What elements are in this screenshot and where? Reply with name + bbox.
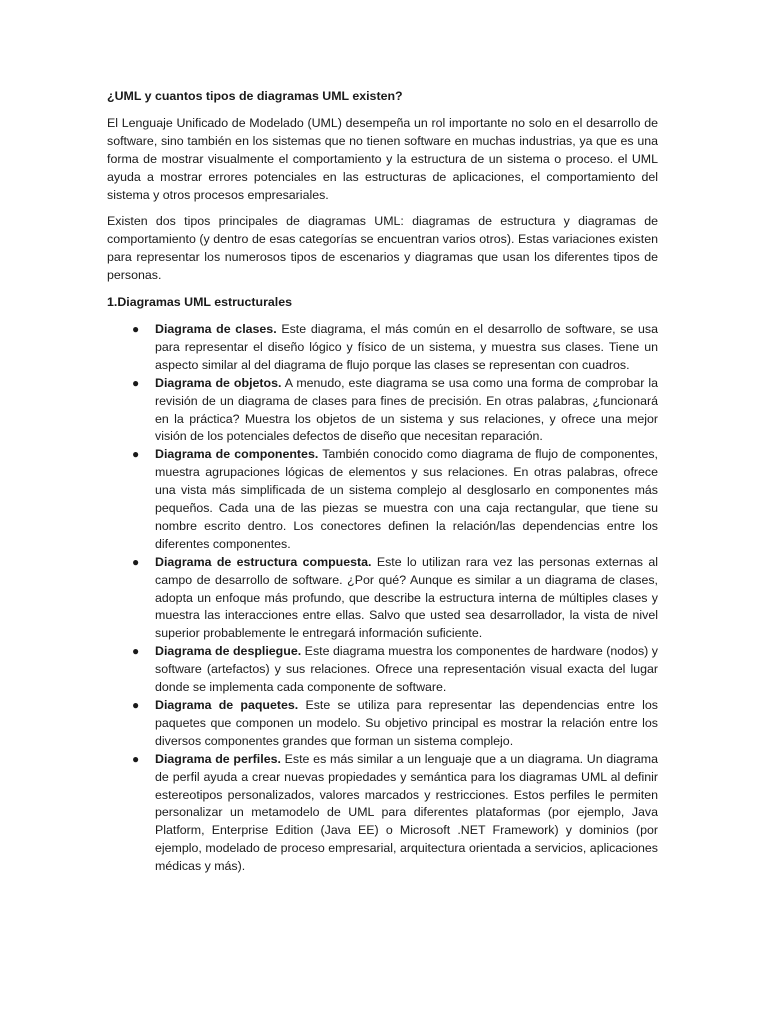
item-text: Este diagrama muestra los componentes de hardware (nodos) y software (artefactos) y sus relaciones. Ofrece una representación visual exacta del lugar donde se implementa cada componente de software. — [155, 644, 658, 695]
bullet-icon: ● — [132, 321, 140, 336]
item-term: Diagrama de paquetes. — [155, 698, 299, 712]
item-text: Este diagrama, el más común en el desarrollo de software, se usa para representar el diseño lógico y físico de un sistema, y muestra sus clases. Tiene un aspecto similar al del diagrama de flujo porque las clases se representan con cuadros. — [155, 321, 658, 372]
item-term: Diagrama de componentes. — [155, 447, 319, 462]
bullet-icon: ● — [132, 375, 140, 390]
item-text: Este es más similar a un lenguaje que a un diagrama. Un diagrama de perfil ayuda a crear nuevas propiedades y semántica para los diagramas UML al definir estereotipos personalizados, valores marcados y restricciones. Estos perfiles le permiten personalizar un metamodelo de UML para diferentes plataformas (por ejemplo, Java Platform, Enterprise Edition (Java EE) o Microsoft .NET Framework) y dominios (por ejemplo, modelado de proceso empresarial, arquitectura orientada a servicios, aplicaciones médicas y más). — [155, 751, 658, 874]
item-text: A menudo, este diagrama se usa como una forma de comprobar la revisión de un diagrama de clases para fines de precisión. En otras palabras, ¿funcionará en la práctica? Muestra los objetos de un sistema y sus relaciones, y ofrece una mejor visión de los potenciales defectos de diseño que necesitan reparación. — [155, 375, 658, 444]
list-item-profile-diagram — [107, 751, 658, 876]
types-paragraph: Existen dos tipos principales de diagramas UML: diagramas de estructura y diagramas de comportamiento (y dentro de esas categorías se encuentran varios otros). Estas variaciones existen para representar los numerosos tipos de escenarios y diagramas que usan los diferentes tipos de personas. — [107, 214, 658, 283]
document-page — [107, 88, 658, 876]
item-term: Diagrama de perfiles. — [155, 751, 281, 766]
intro-paragraph: El Lenguaje Unificado de Modelado (UML) desempeña un rol importante no solo en el desarrollo de software, sino también en los sistemas que no tienen software en muchas industrias, ya que es una forma de mostrar visualmente el comportamiento y la estructura de un sistema o proceso. el UML ayuda a mostrar errores potenciales en las estructuras de aplicaciones, el comportamiento del sistema y otros procesos empresariales. — [107, 115, 658, 202]
item-text: Este se utiliza para representar las dependencias entre los paquetes que componen un modelo. Su objetivo principal es mostrar la relación entre los diversos componentes grandes que forman un sistema complejo. — [155, 698, 658, 748]
document-title: ¿UML y cuantos tipos de diagramas UML existen? — [107, 89, 403, 103]
list-item-composite-structure-diagram — [107, 554, 658, 644]
bullet-icon: ● — [132, 554, 140, 569]
item-term: Diagrama de estructura compuesta. — [155, 554, 372, 569]
item-text: También conocido como diagrama de flujo de componentes, muestra agrupaciones lógicas de elementos y sus relaciones. En otras palabras, ofrece una vista más simplificada de un sistema complejo al desglosarlo en componentes más pequeños. Cada una de las piezas se muestra con una caja rectangular, que tiene su nombre escrito dentro. Los conectores definen la relación/las dependencias entre los diferentes componentes. — [155, 447, 658, 551]
list-item-deployment-diagram — [107, 643, 658, 697]
bullet-icon: ● — [132, 644, 140, 659]
item-term: Diagrama de despliegue. — [155, 644, 302, 659]
bullet-icon: ● — [132, 447, 140, 462]
list-item-package-diagram — [107, 697, 658, 751]
diagram-list — [107, 321, 658, 876]
list-item-component-diagram — [107, 446, 658, 553]
bullet-icon: ● — [132, 698, 140, 712]
item-term: Diagrama de clases. — [155, 321, 277, 336]
list-item-class-diagram — [107, 321, 658, 375]
item-text: Este lo utilizan rara vez las personas externas al campo de desarrollo de software. ¿Por qué? Aunque es similar a un diagrama de clases, adopta un enfoque más profundo, que describe la estructura interna de múltiples clases y muestra las interacciones entre ellas. Salvo que usted sea desarrollador, la vista de nivel superior probablemente le entregará información suficiente. — [155, 554, 658, 641]
section-heading: 1.Diagramas UML estructurales — [107, 295, 293, 310]
item-term: Diagrama de objetos. — [155, 375, 282, 390]
list-item-object-diagram — [107, 375, 658, 447]
bullet-icon: ● — [132, 751, 140, 766]
